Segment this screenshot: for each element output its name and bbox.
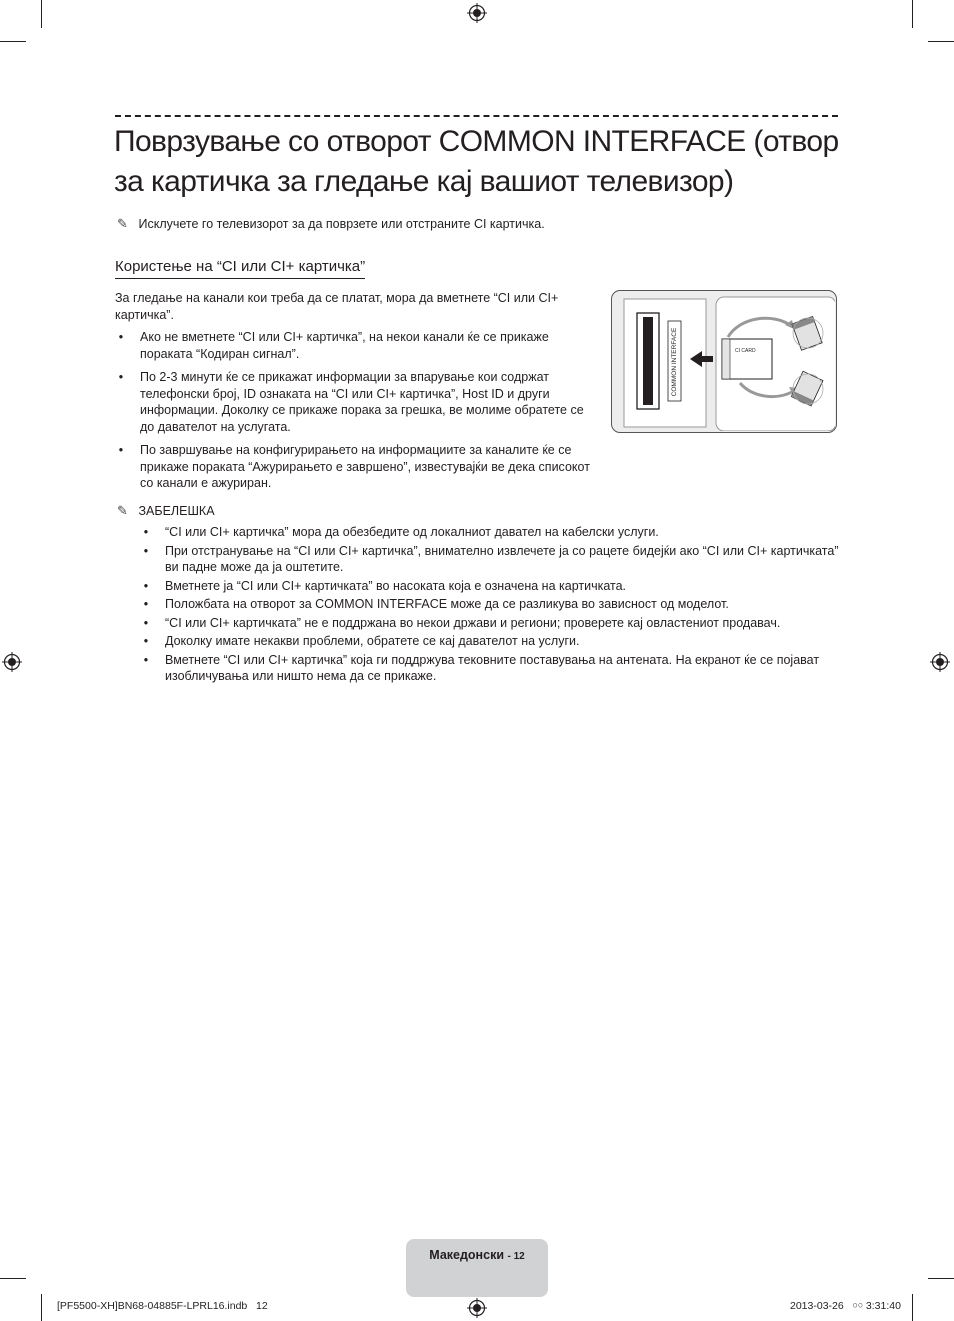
registration-mark-icon bbox=[2, 652, 22, 672]
ci-card-illustration bbox=[611, 290, 837, 433]
footer-page-label bbox=[406, 1248, 548, 1262]
note-section-label bbox=[117, 503, 215, 519]
list-item bbox=[140, 652, 840, 685]
list-item-text: При отстранување на “CI или CI+ картичка”, внимателно извлечете ја со рацете бидејќи ако “CI или CI+ картичката” ви падне може да ја оштетите. bbox=[165, 543, 839, 574]
list-item bbox=[115, 442, 590, 492]
list-item bbox=[140, 543, 840, 576]
bullet-icon: • bbox=[118, 370, 124, 384]
section-bullet-list bbox=[115, 329, 590, 499]
crop-mark bbox=[0, 41, 26, 42]
bullet-icon: • bbox=[143, 597, 149, 611]
crop-mark bbox=[912, 0, 913, 28]
bullet-icon: • bbox=[118, 330, 124, 344]
note-bullet-list bbox=[140, 524, 840, 687]
note-line bbox=[117, 216, 545, 232]
print-timestamp: 2013-03-26 ￮￮ 3:31:40 bbox=[790, 1300, 901, 1312]
list-item bbox=[140, 524, 840, 541]
note-line-text: Исклучете го телевизорот за да поврзете или отстраните CI картичка. bbox=[138, 217, 545, 231]
crop-mark bbox=[0, 1278, 26, 1279]
crop-mark bbox=[912, 1294, 913, 1321]
bullet-icon: • bbox=[118, 443, 124, 457]
registration-mark-icon bbox=[467, 3, 487, 23]
pencil-note-icon: ✎ bbox=[117, 216, 128, 231]
slot-label: COMMON INTERFACE bbox=[671, 327, 678, 397]
ci-slot-diagram bbox=[612, 291, 835, 431]
list-item-text: “CI или CI+ картичката” не е поддржана во некои држави и региони; проверете кај овластениот продавач. bbox=[165, 615, 781, 630]
list-item-text: По 2-3 минути ќе се прикажат информации за впарување кои содржат телефонски број, ID ознаката на “CI или CI+ картичка”, Host ID и други информации. Доколку се прикаже порака за грешка, ве молиме обратете се до давателот на услугата. bbox=[140, 370, 584, 434]
list-item-text: Ако не вметнете “CI или CI+ картичка”, на некои канали ќе се прикаже пораката “Кодиран сигнал”. bbox=[140, 330, 549, 361]
crop-mark bbox=[928, 1278, 954, 1279]
page-title: Поврзување со отворот COMMON INTERFACE (отвор за картичка за гледање кај вашиот телевизор) bbox=[114, 125, 839, 198]
header-dashed-rule bbox=[115, 115, 838, 117]
card-label: CI CARD bbox=[735, 348, 756, 354]
footer-language: Македонски bbox=[429, 1248, 505, 1262]
registration-mark-icon bbox=[930, 652, 950, 672]
crop-mark bbox=[41, 0, 42, 28]
page-number: - 12 bbox=[507, 1251, 525, 1262]
list-item-text: “CI или CI+ картичка” мора да обезбедите од локалниот давател на кабелски услуги. bbox=[165, 525, 659, 539]
pencil-note-icon: ✎ bbox=[117, 503, 128, 518]
bullet-icon: • bbox=[143, 652, 149, 667]
section-heading: Користење на “CI или CI+ картичка” bbox=[115, 257, 365, 279]
list-item bbox=[140, 615, 840, 632]
bullet-icon: • bbox=[143, 543, 149, 558]
list-item bbox=[140, 578, 840, 595]
list-item bbox=[140, 596, 840, 613]
list-item-text: Доколку имате некакви проблеми, обратете се кај давателот на услуги. bbox=[165, 634, 580, 648]
note-label-text: ЗАБЕЛЕШКА bbox=[138, 504, 215, 518]
bullet-icon: • bbox=[143, 578, 149, 593]
list-item bbox=[140, 633, 840, 650]
bullet-icon: • bbox=[143, 634, 149, 648]
crop-mark bbox=[928, 41, 954, 42]
bullet-icon: • bbox=[143, 615, 149, 630]
file-info: [PF5500-XH]BN68-04885F-LPRL16.indb 12 bbox=[57, 1300, 268, 1312]
list-item bbox=[115, 369, 590, 435]
bullet-icon: • bbox=[143, 525, 149, 539]
list-item-text: Вметнете ја “CI или CI+ картичката” во насоката која е означена на картичката. bbox=[165, 578, 627, 593]
crop-mark bbox=[41, 1294, 42, 1321]
registration-mark-icon bbox=[467, 1298, 487, 1318]
list-item-text: Вметнете “CI или CI+ картичка” која ги поддржува тековните поставувања на антената. На екранот ќе се појават изобличувања или ништо нема да се прикаже. bbox=[165, 652, 820, 683]
list-item bbox=[115, 329, 590, 362]
list-item-text: По завршување на конфигурирањето на информациите за каналите ќе се прикаже пораката “Ажурирањето е завршено”, известувајќи ве дека списокот со канали е ажуриран. bbox=[140, 443, 590, 490]
section-intro: За гледање на канали кои треба да се платат, мора да вметнете “CI или CI+ картичка”. bbox=[115, 291, 559, 322]
list-item-text: Положбата на отворот за COMMON INTERFACE може да се разликува во зависност од моделот. bbox=[165, 597, 729, 611]
